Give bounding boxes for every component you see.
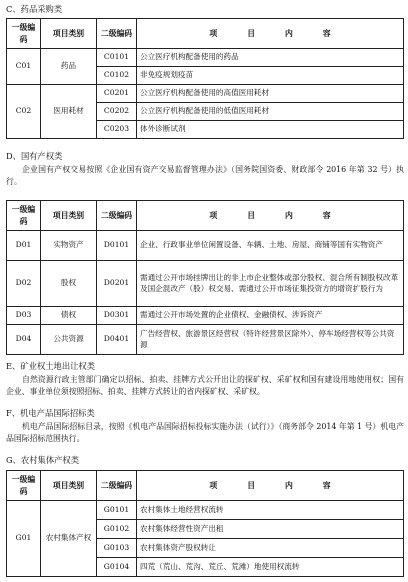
section-c-title: C、药品采购类 (6, 4, 63, 14)
header-code1: 一级编码 (7, 19, 41, 49)
category-cell: 公共资源 (41, 325, 97, 355)
code2-cell: C0202 (97, 103, 137, 121)
section-d-title: D、国有产权类 (6, 151, 63, 161)
header-content: 项目内容 (137, 201, 404, 231)
table-row (7, 85, 404, 103)
code2-cell: D0101 (97, 231, 137, 261)
header-code2: 二级编码 (97, 471, 137, 501)
table-row (7, 325, 404, 355)
section-f-title: F、机电产品国际招标类 (6, 408, 95, 418)
table-row (7, 261, 404, 307)
header-category: 项目类别 (41, 201, 97, 231)
code2-cell: D0401 (97, 325, 137, 355)
content-cell: 农村集体经营性资产出租 (137, 520, 404, 539)
section-d-intro: 企业国有产权交易按照《企业国有资产交易监督管理办法》（国务院国资委、财政部令 2016 年第 32 号）执行。 (6, 165, 404, 187)
content-cell: 公立医疗机构配备使用的高值医用耗材 (137, 85, 404, 103)
content-cell: 公立医疗机构配备使用的药品 (137, 49, 404, 67)
table-row (7, 231, 404, 261)
content-cell: 体外诊断试剂 (137, 121, 404, 139)
content-cell: 企业、行政事业单位闲置设备、车辆、土地、房屋、商铺等国有实物资产 (137, 231, 404, 261)
table-d (6, 200, 404, 355)
content-cell: 农村集体土地经营权流转 (137, 501, 404, 520)
table-header-row (7, 19, 404, 49)
code1-cell: G01 (7, 501, 41, 577)
code2-cell: C0201 (97, 85, 137, 103)
code2-cell: G0101 (97, 501, 137, 520)
category-cell: 股权 (41, 261, 97, 307)
category-cell: 药品 (41, 49, 97, 85)
content-cell: 公立医疗机构配备使用的低值医用耗材 (137, 103, 404, 121)
header-category: 项目类别 (41, 471, 97, 501)
content-cell: 需通过公开市场处置的企业债权、金融债权、涉诉资产 (137, 307, 404, 325)
table-row (7, 307, 404, 325)
section-e-title: E、矿业权土地出让权类 (6, 361, 96, 371)
code1-cell: D03 (7, 307, 41, 325)
category-cell: 实物资产 (41, 231, 97, 261)
table-header-row (7, 201, 404, 231)
header-category: 项目类别 (41, 19, 97, 49)
code1-cell: C02 (7, 85, 41, 139)
content-cell: 四荒（荒山、荒沟、荒丘、荒滩）地使用权流转 (137, 558, 404, 577)
content-cell: 农村集体资产股权转让 (137, 539, 404, 558)
code1-cell: D02 (7, 261, 41, 307)
section-g-title: G、农村集体产权类 (6, 455, 80, 465)
content-cell: 广告经营权、旅游景区经营权（特许经营景区除外）、停车场经营权等公共资源 (137, 325, 404, 355)
code1-cell: D04 (7, 325, 41, 355)
code2-cell: G0102 (97, 520, 137, 539)
code2-cell: C0101 (97, 49, 137, 67)
content-cell: 非免疫规划疫苗 (137, 67, 404, 85)
code1-cell: C01 (7, 49, 41, 85)
header-content: 项目内容 (137, 19, 404, 49)
header-code2: 二级编码 (97, 201, 137, 231)
header-code1: 一级编码 (7, 201, 41, 231)
content-cell: 需通过公开市场挂牌出让的非上市企业整体或部分股权、混合所有制股权改革及国企混改产（股）权交易、需通过公开市场征集投资方的增资扩股行为 (137, 261, 404, 307)
header-code2: 二级编码 (97, 19, 137, 49)
code2-cell: D0301 (97, 307, 137, 325)
code2-cell: D0201 (97, 261, 137, 307)
table-g (6, 470, 404, 577)
table-row (7, 501, 404, 520)
category-cell: 医用耗材 (41, 85, 97, 139)
header-content: 项目内容 (137, 471, 404, 501)
section-e-intro: 自然资源行政主管部门确定以招标、拍卖、挂牌方式公开出让的探矿权、采矿权和国有建设用地使用权；国有企业、事业单位须按照招标、拍卖、挂牌方式转让的省内探矿权、采矿权。 (6, 375, 404, 397)
table-row (7, 49, 404, 67)
table-header-row (7, 471, 404, 501)
category-cell: 债权 (41, 307, 97, 325)
header-code1: 一级编码 (7, 471, 41, 501)
category-cell: 农村集体产权 (41, 501, 97, 577)
table-c (6, 18, 404, 139)
code2-cell: C0102 (97, 67, 137, 85)
code2-cell: G0103 (97, 539, 137, 558)
code2-cell: G0104 (97, 558, 137, 577)
code1-cell: D01 (7, 231, 41, 261)
section-f-intro: 机电产品国际招标目录，按照《机电产品国际招标投标实施办法（试行）》（商务部令 2014 年第 1 号）机电产品国际招标范围执行。 (6, 422, 404, 444)
code2-cell: C0203 (97, 121, 137, 139)
